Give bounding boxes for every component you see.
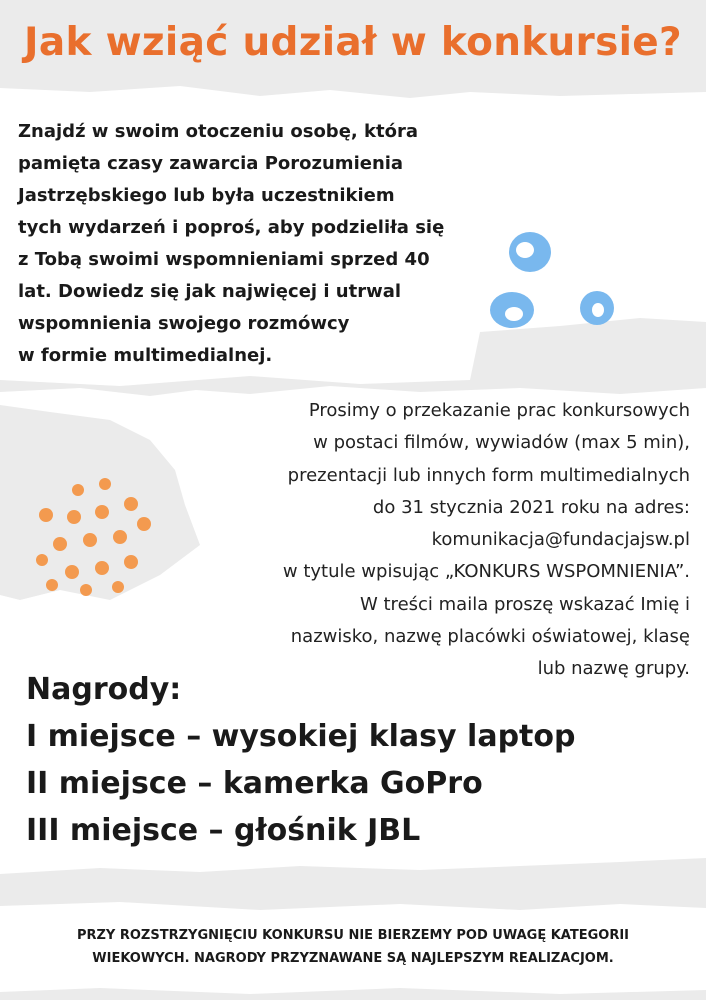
blue-dots-decoration xyxy=(480,222,630,337)
intro-paragraph xyxy=(18,116,478,372)
intro-line: Jastrzębskiego lub była uczestnikiem xyxy=(18,185,395,206)
orange-dot xyxy=(113,530,127,544)
orange-dot xyxy=(36,554,48,566)
orange-dot xyxy=(112,581,124,593)
footer-note xyxy=(0,924,706,970)
footer-line: PRZY ROZSTRZYGNIĘCIU KONKURSU NIE BIERZEMY POD UWAGĘ KATEGORII xyxy=(76,928,630,943)
orange-dot xyxy=(83,533,97,547)
request-line: do 31 stycznia 2021 roku na adres: xyxy=(372,496,690,518)
orange-dot xyxy=(39,508,53,522)
orange-dot xyxy=(46,579,58,591)
submission-instructions xyxy=(130,395,690,686)
intro-line: tych wydarzeń i poproś, aby podzieliła się xyxy=(18,217,445,238)
intro-line: pamięta czasy zawarcia Porozumienia xyxy=(18,153,404,174)
request-line: lub nazwę grupy. xyxy=(537,658,690,680)
orange-dot xyxy=(95,561,109,575)
orange-dot xyxy=(67,510,81,524)
orange-dot xyxy=(80,584,92,596)
orange-dot xyxy=(99,478,111,490)
prizes-section xyxy=(26,666,686,854)
email-address: komunikacja@fundacjajsw.pl xyxy=(431,529,690,551)
blue-dot xyxy=(592,303,604,317)
request-line: nazwisko, nazwę placówki oświatowej, klasę xyxy=(290,626,690,648)
prize-first: I miejsce – wysokiej klasy laptop xyxy=(26,719,576,754)
request-line: w tytule wpisując „KONKURS WSPOMNIENIA”. xyxy=(282,561,690,583)
prize-third: III miejsce – głośnik JBL xyxy=(26,813,421,848)
request-line: w postaci filmów, wywiadów (max 5 min), xyxy=(313,432,690,454)
orange-dot xyxy=(95,505,109,519)
intro-line: w formie multimedialnej. xyxy=(18,345,273,366)
prizes-heading: Nagrody: xyxy=(26,672,182,707)
request-line: prezentacji lub innych form multimedialnych xyxy=(287,464,690,486)
intro-line: Znajdź w swoim otoczeniu osobę, która xyxy=(18,121,418,142)
blue-dot xyxy=(505,307,523,321)
intro-line: z Tobą swoimi wspomnieniami sprzed 40 xyxy=(18,249,430,270)
orange-dot xyxy=(72,484,84,496)
prize-second: II miejsce – kamerka GoPro xyxy=(26,766,483,801)
request-line: Prosimy o przekazanie prac konkursowych xyxy=(308,400,690,421)
intro-line: wspomnienia swojego rozmówcy xyxy=(18,313,350,334)
orange-dot xyxy=(65,565,79,579)
footer-line: WIEKOWYCH. NAGRODY PRZYZNAWANE SĄ NAJLEPSZYM REALIZACJOM. xyxy=(92,951,614,966)
request-line: W treści maila proszę wskazać Imię i xyxy=(359,593,690,615)
page-title: Jak wziąć udział w konkursie? xyxy=(24,20,682,65)
orange-dot xyxy=(53,537,67,551)
intro-line: lat. Dowiedz się jak najwięcej i utrwal xyxy=(18,281,402,302)
blue-dot xyxy=(516,242,534,258)
